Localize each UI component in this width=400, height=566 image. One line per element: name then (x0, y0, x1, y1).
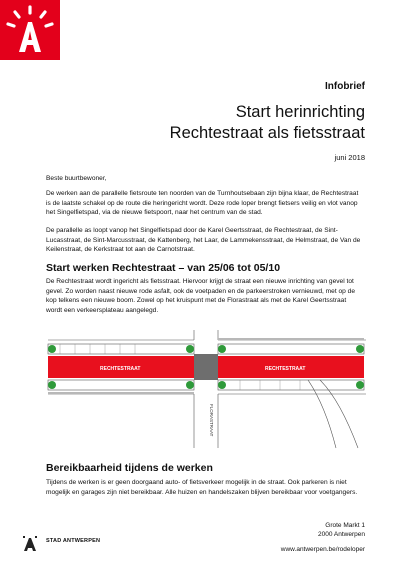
section-heading-works: Start werken Rechtestraat – van 25/06 tot 05/10 (46, 262, 281, 274)
website-link[interactable]: www.antwerpen.be/rodeloper (280, 546, 365, 553)
section-body-access: Tijdens de werken is er geen doorgaand auto- of fietsverkeer mogelijk in de straat. Ook parkeren is niet mogelijk en garages zijn niet bereikbaar. Alle huizen en handelszaken blijven bereikbaar voor voetgangers. (46, 479, 358, 496)
stad-antwerpen-logo (0, 0, 60, 60)
publication-date: juni 2018 (334, 153, 365, 162)
section-body-works: De Rechtestraat wordt ingericht als fietsstraat. Hiervoor krijgt de straat een nieuwe inrichting van gevel tot gevel. Zo worden naast nieuwe rode asfalt, ook de voetpaden en de parkeerstroken vernieuwd, met op de kop telkens een nieuwe boom. Zowel op het kruispunt met de Florastraat als met de Karel Geertsstraat wordt een verkeersplateau aangelegd. (46, 278, 356, 314)
street-label-right: RECHTESTRAAT (265, 366, 306, 372)
org-name: STAD ANTWERPEN (46, 538, 101, 544)
street-label-left: RECHTESTRAAT (100, 366, 141, 372)
traffic-plateau (194, 354, 218, 380)
page-title (170, 102, 365, 144)
intro-paragraph-1: De werken aan de parallelle fietsroute ten noorden van de Turnhoutsebaan zijn bijna klaar, de Rechtestraat is de laatste schakel op de route die heringericht wordt. Deze rode loper brengt fietsers veilig en vlot vanop het Singelfietspad, via de nieuwe fietspoort, naar het centrum van de stad. (46, 190, 359, 217)
intro-paragraph-2: De parallelle as loopt vanop het Singelfietspad door de Karel Geertsstraat, de Rechtestraat, de Sint-Lucasstraat, de Sint-Marcusstraat, de Kattenberg, het Laar, de Lammekensstraat, de Helmstraat, de Van de Keilenstraat, de Kerkstraat tot aan de Carnotstraat. (46, 227, 361, 254)
greeting: Beste buurtbewoner, (46, 175, 107, 182)
address-line-2: 2000 Antwerpen (318, 531, 365, 538)
city-emblem-icon (21, 535, 39, 558)
cross-street-label: FLORASTRAAT (209, 404, 214, 437)
street-plan-drawing (40, 330, 370, 450)
doc-type: Infobrief (325, 81, 365, 92)
address-line-1: Grote Markt 1 (325, 522, 365, 529)
section-heading-access: Bereikbaarheid tijdens de werken (46, 462, 213, 474)
title-line-2: Rechtestraat als fietsstraat (169, 124, 365, 142)
title-line-1: Start herinrichting (235, 103, 365, 121)
